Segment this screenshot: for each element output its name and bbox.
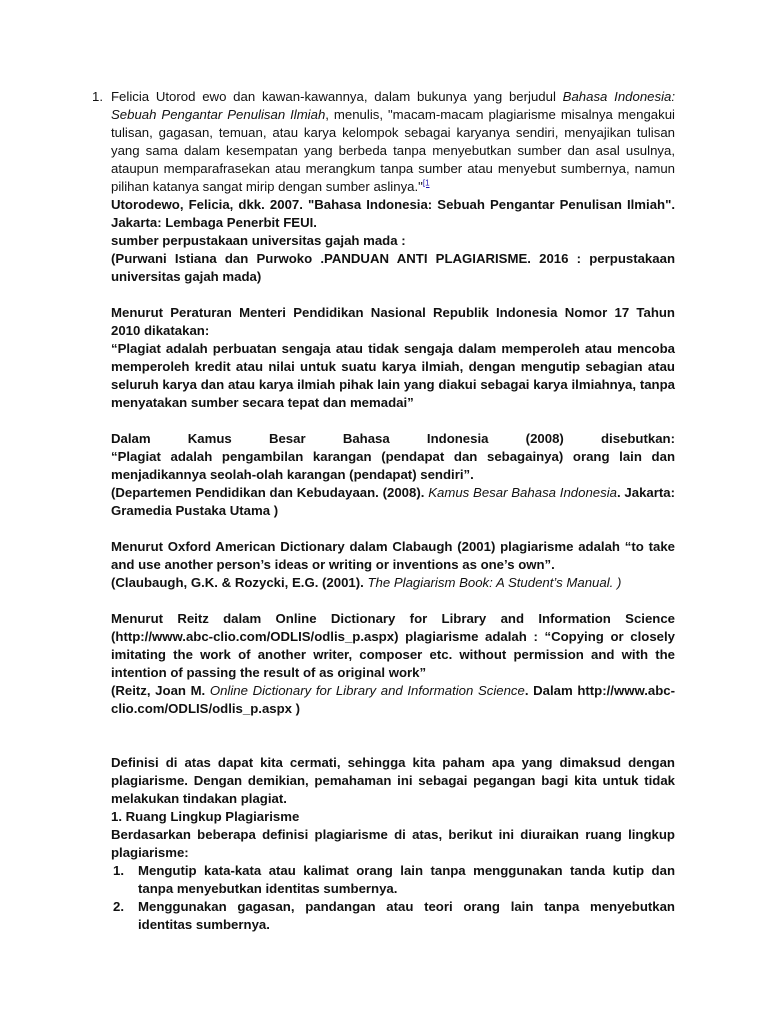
kbbi-ref-title: Kamus Besar Bahasa Indonesia [428, 485, 617, 500]
kbbi-word: Bahasa [342, 431, 390, 446]
scope-heading: 1. Ruang Lingkup Plagiarisme [111, 809, 300, 824]
oxford-reference [111, 574, 675, 592]
kbbi-reference [111, 484, 675, 520]
oxford-ref-title: The Plagiarism Book: A Student’s Manual. ) [367, 575, 622, 590]
utorodewo-text-post: , menulis, "macam-macam plagiarisme misalnya mengakui tulisan, gagasan, temuan, atau karya kelompok sebagai karyanya sendiri, menyajikan tulisan yang sama dalam kesempatan yang berbeda tanpa menyebutkan sumber dan asal usulnya, ataupun memparafrasekan atau merangkum tanpa sumber atau menyebut sumbernya, namun pilihan katanya sangat mirip dengan sumber aslinya." [111, 107, 675, 194]
definition-summary: Definisi di atas dapat kita cermati, sehingga kita paham apa yang dimaksud dengan plagiarisme. Dengan demikian, pemahaman ini sebagai pegangan bagi kita untuk tidak melakukan tindakan plagiat. [111, 755, 675, 806]
reitz-paragraph: Menurut Reitz dalam Online Dictionary for Library and Information Science (http://www.abc-clio.com/ODLIS/odlis_p.aspx) plagiarisme adalah : “Copying or closely imitating the work of another writer, composer etc. without permission and with the intention of passing the result of as original work” [111, 611, 675, 680]
oxford-ref-pre: (Claubaugh, G.K. & Rozycki, E.G. (2001). [111, 575, 368, 590]
kbbi-ref-post: . Jakarta: Gramedia Pustaka Utama ) [111, 485, 676, 518]
list-item-number: 1. [113, 863, 124, 878]
reitz-ref-post: . Dalam http://www.abc-clio.com/ODLIS/odlis_p.aspx ) [111, 683, 676, 716]
list-item-text: Mengutip kata-kata atau kalimat orang lain tanpa menggunakan tanda kutip dan tanpa menyebutkan identitas sumbernya. [138, 863, 675, 896]
kbbi-intro [111, 430, 675, 448]
scope-list [111, 862, 675, 934]
kbbi-quote: “Plagiat adalah pengambilan karangan (pendapat dan sebagainya) orang lain dan menjadikannya seolah-olah karangan (pendapat) sendiri”. [111, 449, 675, 482]
kbbi-word: Besar [268, 431, 306, 446]
kbbi-word: Dalam [111, 431, 151, 446]
permen-intro: Menurut Peraturan Menteri Pendidikan Nasional Republik Indonesia Nomor 17 Tahun 2010 dikatakan: [111, 305, 675, 338]
document-body [92, 88, 676, 934]
item-number: 1. [92, 89, 103, 104]
book-title: Bahasa Indonesia: Sebuah Pengantar Penulisan Ilmiah [111, 89, 676, 122]
reitz-ref-title: Online Dictionary for Library and Information Science [209, 683, 525, 698]
utorodewo-citation: Utorodewo, Felicia, dkk. 2007. "Bahasa Indonesia: Sebuah Pengantar Penulisan Ilmiah". Jakarta: Lembaga Penerbit FEUI. [111, 197, 675, 230]
reitz-ref-pre: (Reitz, Joan M. [111, 683, 210, 698]
reitz-reference [111, 682, 675, 718]
list-item [111, 898, 675, 934]
kbbi-ref-pre: (Departemen Pendidikan dan Kebudayaan. (2008). [111, 485, 429, 500]
source-label: sumber perpustakaan universitas gajah mada : [111, 233, 406, 248]
list-item-text: Menggunakan gagasan, pandangan atau teori orang lain tanpa menyebutkan identitas sumbernya. [138, 899, 675, 932]
list-item-number: 2. [113, 899, 124, 914]
kbbi-word: disebutkan: [600, 431, 675, 446]
utorodewo-paragraph [111, 88, 675, 196]
numbered-item-1 [92, 88, 676, 196]
utorodewo-text-pre: Felicia Utorod ewo dan kawan-kawannya, dalam bukunya yang berjudul [111, 89, 563, 104]
permen-quote: “Plagiat adalah perbuatan sengaja atau tidak sengaja dalam memperoleh atau mencoba memperoleh kredit atau nilai untuk suatu karya ilmiah, dengan mengutip sebagian atau seluruh karya dan atau karya ilmiah pihak lain yang diakui sebagai karya ilmiahnya, tanpa menyatakan sumber secara tepat dan memadai” [111, 341, 675, 410]
kbbi-word: Kamus [187, 431, 232, 446]
kbbi-word: (2008) [525, 431, 564, 446]
scope-intro: Berdasarkan beberapa definisi plagiarisme di atas, berikut ini diuraikan ruang lingkup plagiarisme: [111, 827, 675, 860]
kbbi-word: Indonesia [426, 431, 489, 446]
oxford-paragraph: Menurut Oxford American Dictionary dalam Clabaugh (2001) plagiarisme adalah “to take and use another person’s ideas or writing or inventions as one’s own”. [111, 539, 675, 572]
source-reference: (Purwani Istiana dan Purwoko .PANDUAN ANTI PLAGIARISME. 2016 : perpustakaan universitas gajah mada) [111, 251, 675, 284]
footnote-anchor[interactable]: [1 [422, 178, 430, 188]
footnote-link[interactable] [423, 179, 430, 188]
list-item [111, 862, 675, 898]
